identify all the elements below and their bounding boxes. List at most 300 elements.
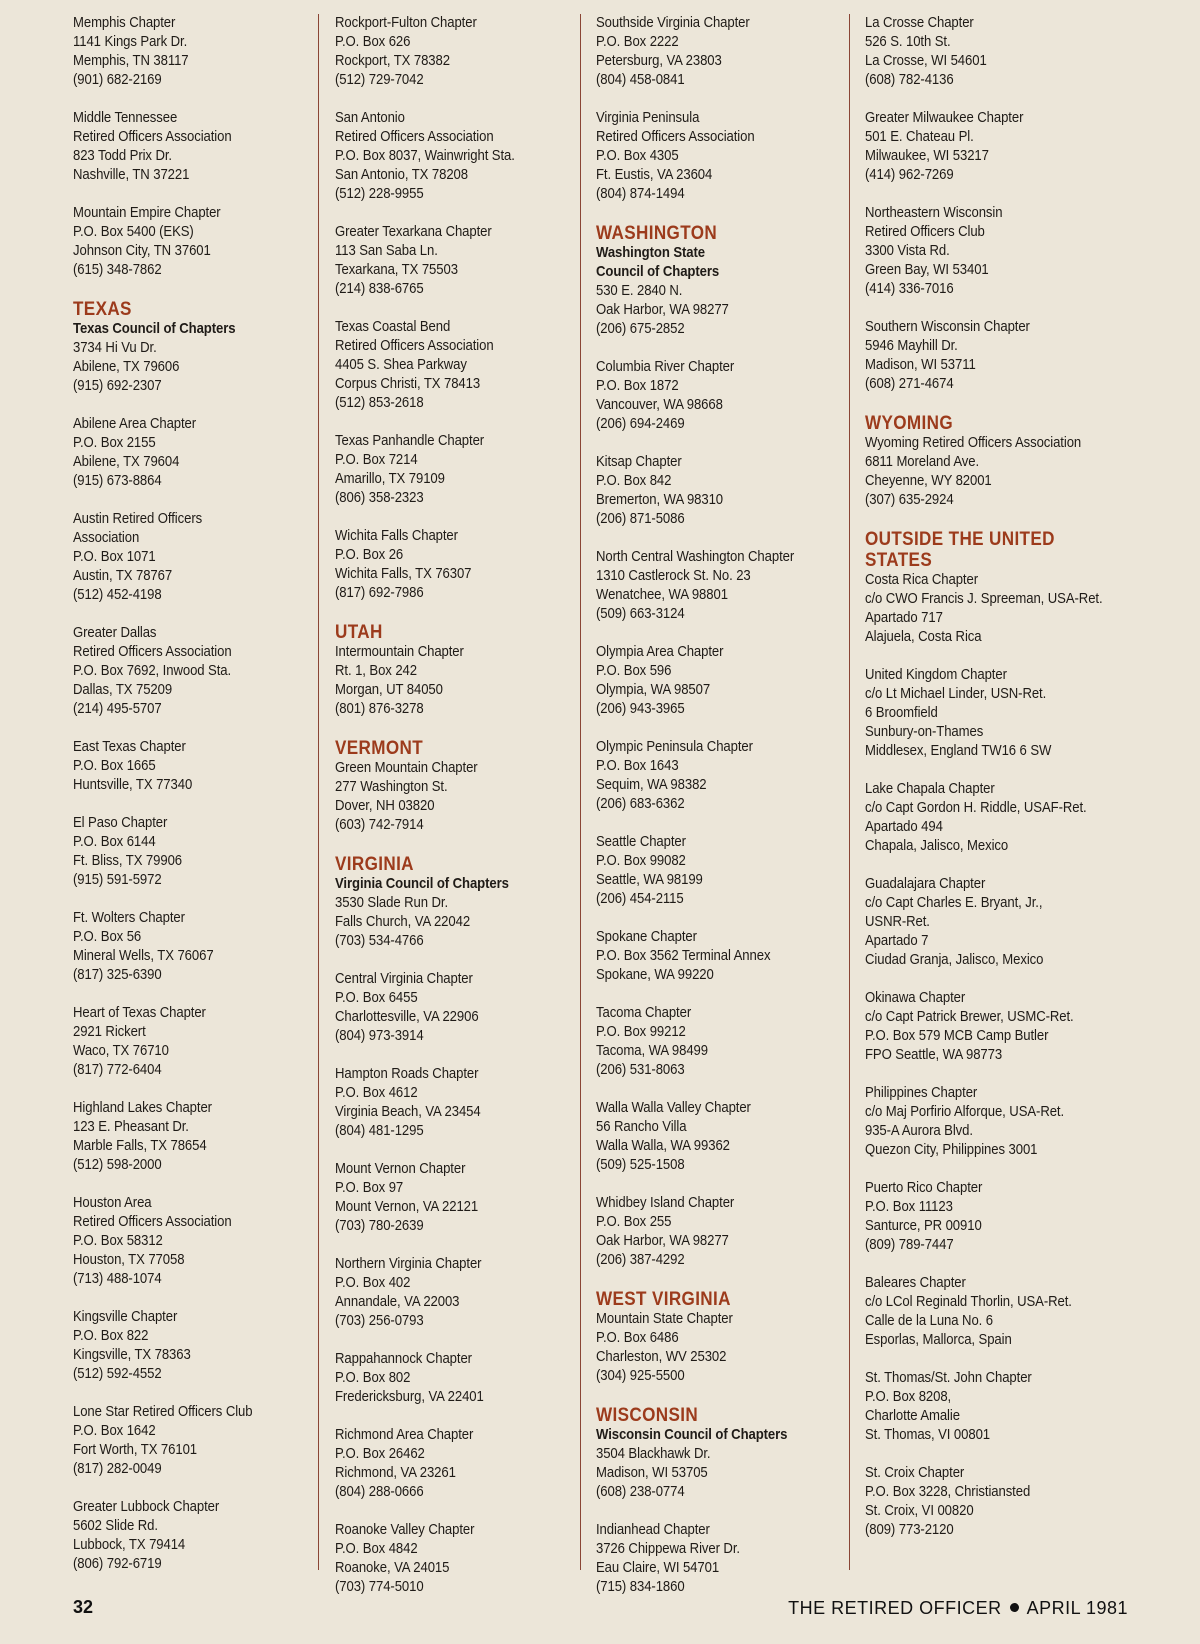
address-line: Seattle Chapter [596,834,686,850]
address-line: Whidbey Island Chapter [596,1195,735,1211]
address-line: Association [73,530,140,546]
address-line: Apartado 494 [865,819,943,835]
address-line: Baleares Chapter [865,1275,966,1291]
column-divider [849,14,850,1570]
address-line: Texas Council of Chapters [73,321,236,337]
address-line: (608) 238-0774 [596,1484,685,1500]
address-line: Nashville, TN 37221 [73,167,190,183]
address-line: St. Croix Chapter [865,1465,965,1481]
address-line: Virginia Beach, VA 23454 [335,1104,481,1120]
address-line: Lubbock, TX 79414 [73,1537,186,1553]
bullet-icon [1010,1603,1019,1612]
state-heading: VIRGINIA [335,854,414,875]
address-line: Petersburg, VA 23803 [596,53,722,69]
address-line: P.O. Box 99212 [596,1024,686,1040]
address-line: Abilene, TX 79604 [73,454,180,470]
address-line: 5946 Mayhill Dr. [865,338,958,354]
address-line: 935-A Aurora Blvd. [865,1123,973,1139]
address-line: 3504 Blackhawk Dr. [596,1446,711,1462]
address-line: Alajuela, Costa Rica [865,629,982,645]
address-line: P.O. Box 2155 [73,435,156,451]
address-line: P.O. Box 26 [335,547,404,563]
address-line: (414) 962-7269 [865,167,954,183]
address-line: c/o Maj Porfirio Alforque, USA-Ret. [865,1104,1065,1120]
address-line: P.O. Box 26462 [335,1446,425,1462]
chapter-entry [335,1160,560,1236]
chapter-entry [865,1274,1090,1350]
address-line: c/o CWO Francis J. Spreeman, USA-Ret. [865,591,1103,607]
address-line: Mountain State Chapter [596,1311,733,1327]
address-line: Esporlas, Mallorca, Spain [865,1332,1012,1348]
chapter-entry [596,548,821,624]
chapter-entry [73,339,298,396]
column-divider [318,14,319,1570]
chapter-entry [335,223,560,299]
address-line: Mount Vernon Chapter [335,1161,466,1177]
address-line: Apartado 7 [865,933,929,949]
address-line: Johnson City, TN 37601 [73,243,211,259]
address-line: Retired Officers Association [596,129,755,145]
chapter-entry [596,358,821,434]
address-line: 6 Broomfield [865,705,938,721]
address-line: P.O. Box 5400 (EKS) [73,224,194,240]
address-line: Heart of Texas Chapter [73,1005,206,1021]
address-line: (214) 838-6765 [335,281,424,297]
address-line: 123 E. Pheasant Dr. [73,1119,189,1135]
address-line: (512) 452-4198 [73,587,162,603]
chapter-entry [73,204,298,280]
chapter-entry [596,1194,821,1270]
address-line: Austin, TX 78767 [73,568,173,584]
address-line: Virginia Peninsula [596,110,700,126]
address-line: P.O. Box 1643 [596,758,679,774]
address-line: P.O. Box 11123 [865,1199,953,1215]
address-line: Retired Officers Association [73,129,232,145]
chapter-entry [335,759,560,835]
chapter-entry [596,833,821,909]
address-line: 3530 Slade Run Dr. [335,895,449,911]
address-line: (608) 782-4136 [865,72,954,88]
address-line: c/o Capt Patrick Brewer, USMC-Ret. [865,1009,1074,1025]
address-line: Retired Officers Association [73,1214,232,1230]
address-line: Retired Officers Association [73,644,232,660]
address-line: (206) 387-4292 [596,1252,685,1268]
address-line: Texas Panhandle Chapter [335,433,485,449]
address-line: Oak Harbor, WA 98277 [596,1233,729,1249]
chapter-entry [865,109,1090,185]
chapter-entry [73,738,298,795]
chapter-entry [335,643,560,719]
address-line: Vancouver, WA 98668 [596,397,723,413]
address-line: Greater Milwaukee Chapter [865,110,1024,126]
address-line: Costa Rica Chapter [865,572,978,588]
chapter-entry [596,1521,821,1597]
chapter-entry [335,432,560,508]
address-line: 526 S. 10th St. [865,34,951,50]
address-line: 4405 S. Shea Parkway [335,357,467,373]
directory-column-1 [73,14,298,1593]
address-line: (206) 871-5086 [596,511,685,527]
address-line: P.O. Box 579 MCB Camp Butler [865,1028,1049,1044]
address-line: (817) 282-0049 [73,1461,162,1477]
address-line: P.O. Box 56 [73,929,142,945]
address-line: Tacoma, WA 98499 [596,1043,708,1059]
chapter-entry [335,1255,560,1331]
address-line: P.O. Box 8208, [865,1389,952,1405]
state-heading: WISCONSIN [596,1405,699,1426]
directory-column-3 [596,14,821,1616]
chapter-entry [865,1084,1090,1160]
address-line: Charlottesville, VA 22906 [335,1009,479,1025]
address-line: St. Thomas, VI 00801 [865,1427,991,1443]
chapter-entry [335,318,560,413]
directory-column-2 [335,14,560,1616]
address-line: 3734 Hi Vu Dr. [73,340,157,356]
chapter-entry [73,1403,298,1479]
address-line: (809) 773-2120 [865,1522,954,1538]
chapter-entry [596,282,821,339]
address-line: Houston Area [73,1195,152,1211]
address-line: Corpus Christi, TX 78413 [335,376,481,392]
chapter-entry [73,814,298,890]
address-line: c/o LCol Reginald Thorlin, USA-Ret. [865,1294,1072,1310]
chapter-entry [73,1498,298,1574]
address-line: Waco, TX 76710 [73,1043,169,1059]
address-line: Wichita Falls Chapter [335,528,458,544]
address-line: Memphis Chapter [73,15,176,31]
address-line: San Antonio [335,110,405,126]
address-line: Fredericksburg, VA 22401 [335,1389,484,1405]
address-line: Charlotte Amalie [865,1408,960,1424]
chapter-entry [335,1521,560,1597]
address-line: 501 E. Chateau Pl. [865,129,974,145]
address-line: P.O. Box 4842 [335,1541,418,1557]
address-line: Huntsville, TX 77340 [73,777,193,793]
address-line: P.O. Box 255 [596,1214,672,1230]
address-line: Tacoma Chapter [596,1005,692,1021]
address-line: 530 E. 2840 N. [596,283,683,299]
chapter-entry [73,1308,298,1384]
address-line: 3300 Vista Rd. [865,243,950,259]
address-line: Amarillo, TX 79109 [335,471,445,487]
address-line: P.O. Box 58312 [73,1233,163,1249]
council-name [596,244,821,282]
address-line: P.O. Box 802 [335,1370,411,1386]
address-line: c/o Capt Charles E. Bryant, Jr., [865,895,1043,911]
address-line: Spokane, WA 99220 [596,967,714,983]
address-line: (214) 495-5707 [73,701,162,717]
address-line: Wyoming Retired Officers Association [865,435,1082,451]
address-line: 3726 Chippewa River Dr. [596,1541,740,1557]
chapter-entry [596,14,821,90]
address-line: (512) 729-7042 [335,72,424,88]
address-line: (703) 256-0793 [335,1313,424,1329]
address-line: 113 San Saba Ln. [335,243,438,259]
address-line: Green Bay, WI 53401 [865,262,989,278]
address-line: P.O. Box 1665 [73,758,156,774]
address-line: Kingsville, TX 78363 [73,1347,191,1363]
directory-column-4 [865,14,1103,1559]
address-line: Philippines Chapter [865,1085,978,1101]
chapter-entry [73,624,298,719]
address-line: Ft. Bliss, TX 79906 [73,853,183,869]
address-line: P.O. Box 1071 [73,549,156,565]
address-line: Kitsap Chapter [596,454,682,470]
address-line: Central Virginia Chapter [335,971,473,987]
chapter-entry [596,1004,821,1080]
chapter-entry [596,643,821,719]
address-line: Annandale, VA 22003 [335,1294,460,1310]
address-line: Richmond, VA 23261 [335,1465,456,1481]
address-line: (915) 692-2307 [73,378,162,394]
address-line: (817) 692-7986 [335,585,424,601]
address-line: Bremerton, WA 98310 [596,492,724,508]
address-line: (915) 673-8864 [73,473,162,489]
address-line: 2921 Rickert [73,1024,146,1040]
chapter-entry [73,415,298,491]
address-line: P.O. Box 626 [335,34,411,50]
address-line: (512) 228-9955 [335,186,424,202]
address-line: Middle Tennessee [73,110,178,126]
chapter-entry [335,970,560,1046]
address-line: (414) 336-7016 [865,281,954,297]
address-line: Indianhead Chapter [596,1522,710,1538]
address-line: Mount Vernon, VA 22121 [335,1199,479,1215]
column-divider [580,14,581,1570]
address-line: Okinawa Chapter [865,990,966,1006]
address-line: North Central Washington Chapter [596,549,795,565]
state-heading: WASHINGTON [596,223,718,244]
address-line: Kingsville Chapter [73,1309,178,1325]
address-line: Marble Falls, TX 78654 [73,1138,207,1154]
address-line: (206) 675-2852 [596,321,685,337]
address-line: P.O. Box 7692, Inwood Sta. [73,663,232,679]
chapter-entry [865,1369,1090,1445]
address-line: Texarkana, TX 75503 [335,262,458,278]
address-line: St. Thomas/St. John Chapter [865,1370,1032,1386]
address-line: (715) 834-1860 [596,1579,685,1595]
address-line: P.O. Box 1642 [73,1423,156,1439]
address-line: Puerto Rico Chapter [865,1180,983,1196]
address-line: Roanoke Valley Chapter [335,1522,475,1538]
address-line: Lake Chapala Chapter [865,781,995,797]
chapter-entry [335,1350,560,1407]
chapter-entry [865,989,1090,1065]
address-line: Charleston, WV 25302 [596,1349,727,1365]
address-line: St. Croix, VI 00820 [865,1503,974,1519]
chapter-entry [73,1194,298,1289]
address-line: Quezon City, Philippines 3001 [865,1142,1038,1158]
chapter-entry [865,204,1090,299]
address-line: (307) 635-2924 [865,492,954,508]
chapter-entry [865,14,1090,90]
address-line: (703) 534-4766 [335,933,424,949]
address-line: Southern Wisconsin Chapter [865,319,1030,335]
address-line: Guadalajara Chapter [865,876,986,892]
address-line: Walla Walla Valley Chapter [596,1100,751,1116]
chapter-entry [73,909,298,985]
address-line: Houston, TX 77058 [73,1252,185,1268]
chapter-entry [335,1065,560,1141]
state-heading: WEST VIRGINIA [596,1289,731,1310]
address-line: 5602 Slide Rd. [73,1518,158,1534]
address-line: (509) 663-3124 [596,606,685,622]
address-line: P.O. Box 8037, Wainwright Sta. [335,148,515,164]
address-line: P.O. Box 6144 [73,834,156,850]
address-line: Richmond Area Chapter [335,1427,474,1443]
address-line: Santurce, PR 00910 [865,1218,982,1234]
address-line: P.O. Box 402 [335,1275,411,1291]
address-line: (817) 772-6404 [73,1062,162,1078]
address-line: Dallas, TX 75209 [73,682,173,698]
address-line: Madison, WI 53705 [596,1465,708,1481]
address-line: Milwaukee, WI 53217 [865,148,989,164]
address-line: P.O. Box 3562 Terminal Annex [596,948,771,964]
address-line: Oak Harbor, WA 98277 [596,302,729,318]
address-line: Roanoke, VA 24015 [335,1560,450,1576]
address-line: (806) 792-6719 [73,1556,162,1572]
address-line: P.O. Box 6486 [596,1330,679,1346]
address-line: Rockport, TX 78382 [335,53,450,69]
address-line: East Texas Chapter [73,739,186,755]
address-line: (901) 682-2169 [73,72,162,88]
address-line: P.O. Box 842 [596,473,672,489]
address-line: 823 Todd Prix Dr. [73,148,172,164]
address-line: Council of Chapters [596,264,720,280]
address-line: Abilene, TX 79606 [73,359,180,375]
address-line: Greater Dallas [73,625,157,641]
address-line: 6811 Moreland Ave. [865,454,980,470]
address-line: Southside Virginia Chapter [596,15,750,31]
address-line: P.O. Box 2222 [596,34,679,50]
chapter-entry [865,666,1090,761]
chapter-entry [865,434,1090,510]
state-heading: OUTSIDE THE UNITED STATES [865,529,1055,571]
address-line: Dover, NH 03820 [335,798,435,814]
address-line: Intermountain Chapter [335,644,464,660]
address-line: P.O. Box 3228, Christiansted [865,1484,1031,1500]
address-line: 1310 Castlerock St. No. 23 [596,568,751,584]
state-heading: WYOMING [865,413,954,434]
chapter-entry [73,510,298,605]
address-line: Retired Officers Association [335,338,494,354]
address-line: USNR-Ret. [865,914,930,930]
state-heading: TEXAS [73,299,132,320]
address-line: (615) 348-7862 [73,262,162,278]
address-line: Columbia River Chapter [596,359,735,375]
address-line: Memphis, TN 38117 [73,53,189,69]
chapter-entry [73,1099,298,1175]
address-line: Sunbury-on-Thames [865,724,984,740]
running-footer [788,1598,1128,1619]
chapter-entry [335,527,560,603]
state-heading: UTAH [335,622,383,643]
address-line: Retired Officers Association [335,129,494,145]
address-line: Greater Texarkana Chapter [335,224,492,240]
address-line: Rappahannock Chapter [335,1351,472,1367]
address-line: El Paso Chapter [73,815,168,831]
chapter-entry [596,1099,821,1175]
address-line: (608) 271-4674 [865,376,954,392]
address-line: (804) 288-0666 [335,1484,424,1500]
chapter-entry [335,1426,560,1502]
address-line: (206) 454-2115 [596,891,684,907]
address-line: P.O. Box 822 [73,1328,149,1344]
address-line: Abilene Area Chapter [73,416,197,432]
address-line: Greater Lubbock Chapter [73,1499,220,1515]
address-line: (801) 876-3278 [335,701,424,717]
address-line: Wichita Falls, TX 76307 [335,566,472,582]
address-line: (304) 925-5500 [596,1368,685,1384]
address-line: Northeastern Wisconsin [865,205,1003,221]
address-line: Falls Church, VA 22042 [335,914,471,930]
address-line: San Antonio, TX 78208 [335,167,468,183]
address-line: (512) 598-2000 [73,1157,162,1173]
address-line: Austin Retired Officers [73,511,203,527]
chapter-entry [865,1464,1090,1540]
address-line: c/o Capt Gordon H. Riddle, USAF-Ret. [865,800,1087,816]
address-line: Washington State [596,245,705,261]
address-line: La Crosse Chapter [865,15,974,31]
address-line: (703) 780-2639 [335,1218,424,1234]
address-line: Ft. Eustis, VA 23604 [596,167,713,183]
address-line: Ciudad Granja, Jalisco, Mexico [865,952,1044,968]
address-line: Madison, WI 53711 [865,357,976,373]
address-line: Cheyenne, WY 82001 [865,473,992,489]
address-line: Calle de la Luna No. 6 [865,1313,993,1329]
address-line: United Kingdom Chapter [865,667,1007,683]
address-line: Green Mountain Chapter [335,760,478,776]
page-number: 32 [73,1597,94,1617]
address-line: (509) 525-1508 [596,1157,685,1173]
address-line: P.O. Box 6455 [335,990,418,1006]
address-line: Rockport-Fulton Chapter [335,15,477,31]
address-line: (206) 943-3965 [596,701,685,717]
address-line: P.O. Box 596 [596,663,672,679]
address-line: Texas Coastal Bend [335,319,451,335]
chapter-entry [865,1179,1090,1255]
address-line: Northern Virginia Chapter [335,1256,482,1272]
address-line: P.O. Box 99082 [596,853,686,869]
address-line: Walla Walla, WA 99362 [596,1138,730,1154]
address-line: (809) 789-7447 [865,1237,954,1253]
address-line: Virginia Council of Chapters [335,876,509,892]
address-line: Middlesex, England TW16 6 SW [865,743,1052,759]
chapter-entry [865,780,1090,856]
address-line: 56 Rancho Villa [596,1119,687,1135]
address-line: P.O. Box 1872 [596,378,679,394]
address-line: Chapala, Jalisco, Mexico [865,838,1009,854]
address-line: (512) 853-2618 [335,395,424,411]
chapter-entry [865,571,1103,647]
address-line: (713) 488-1074 [73,1271,162,1287]
address-line: Fort Worth, TX 76101 [73,1442,198,1458]
chapter-entry [596,928,821,985]
address-line: c/o Lt Michael Linder, USN-Ret. [865,686,1047,702]
address-line: Mineral Wells, TX 76067 [73,948,214,964]
chapter-entry [865,875,1090,970]
address-line: (806) 358-2323 [335,490,424,506]
address-line: Morgan, UT 84050 [335,682,443,698]
chapter-entry [865,318,1090,394]
address-line: 277 Washington St. [335,779,448,795]
address-line: (804) 481-1295 [335,1123,424,1139]
address-line: (603) 742-7914 [335,817,424,833]
address-line: (703) 774-5010 [335,1579,424,1595]
address-line: P.O. Box 4305 [596,148,679,164]
address-line: Mountain Empire Chapter [73,205,221,221]
address-line: Eau Claire, WI 54701 [596,1560,720,1576]
